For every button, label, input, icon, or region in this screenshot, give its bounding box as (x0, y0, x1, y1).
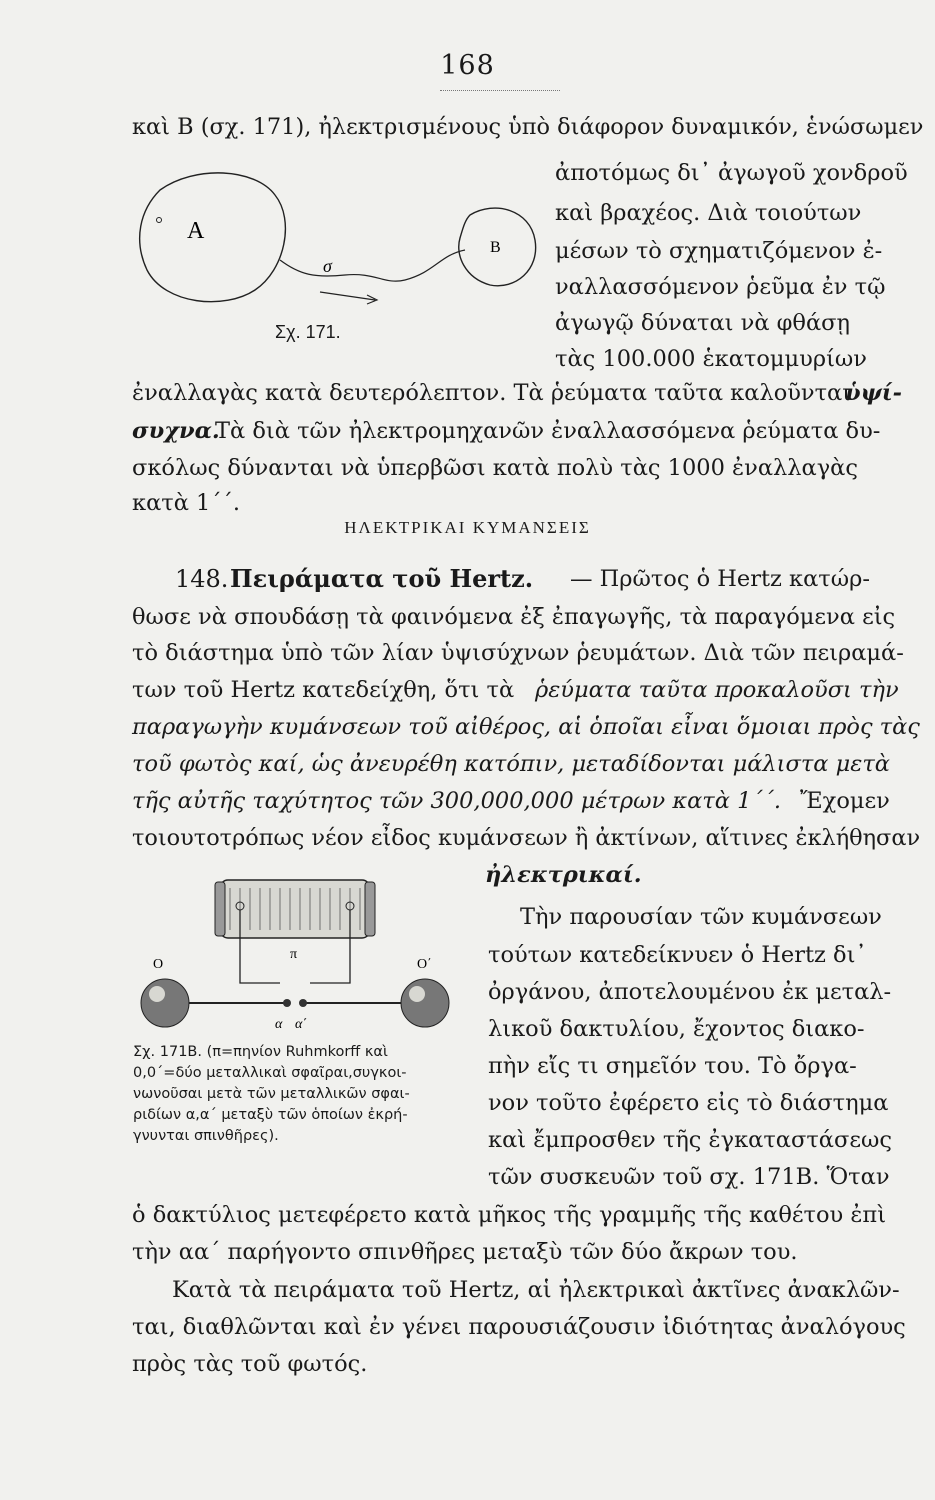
text-line: κατὰ 1΄΄. (132, 490, 241, 516)
sphere-o-prime (401, 979, 449, 1027)
coil-end-left (215, 882, 225, 936)
text-line: ὀργάνου, ἀποτελουμένου ἐκ μεταλ- (488, 979, 892, 1005)
text-line: ναλλασσόμενον ῥεῦμα ἐν τῷ (555, 274, 886, 300)
text-line: πρὸς τὰς τοῦ φωτός. (132, 1351, 368, 1377)
text-line-italic: παραγωγὴν κυμάνσεων τοῦ αἰθέρος, αἱ ὁποῖαι εἶναι ὅμοιαι πρὸς τὰς (132, 714, 920, 740)
figure-171b-caption-line: γνυνται σπινθῆρες). (133, 1128, 279, 1144)
sphere-o (141, 979, 189, 1027)
text-line: — Πρῶτος ὁ Hertz κατώρ- (570, 566, 870, 592)
text-line: ὁ δακτύλιος μετεφέρετο κατὰ μῆκος τῆς γραμμῆς τῆς καθέτου ἐπὶ (132, 1202, 887, 1228)
text-line: Ἔχομεν (800, 788, 890, 814)
section-number: 148. (175, 565, 229, 593)
text-line: θωσε νὰ σπουδάσῃ τὰ φαινόμενα ἐξ ἐπαγωγῆς, τὰ παραγόμενα εἰς (132, 604, 896, 630)
text-line: τὸ διάστημα ὑπὸ τῶν λίαν ὑψισύχνων ῥευμάτων. Διὰ τῶν πειραμά- (132, 640, 904, 666)
text-line-italic: συχνα. (132, 418, 220, 444)
figure-171-caption: Σχ. 171. (275, 322, 341, 342)
text-line: τούτων κατεδείκνυεν ὁ Hertz δι᾽ (488, 942, 867, 968)
figure-171b (135, 868, 465, 1048)
figure-171 (135, 160, 555, 330)
figure-171b-caption-line: νωνοῦσαι μετὰ τῶν μεταλλικῶν σφαι- (133, 1086, 410, 1102)
text-line: τοιουτοτρόπως νέον εἶδος κυμάνσεων ἢ ἀκτίνων, αἵτινες ἐκλήθησαν (132, 825, 921, 851)
text-line-italic: ῥεύματα ταῦτα προκαλοῦσι τὴν (535, 677, 899, 703)
text-line: ἐναλλαγὰς κατὰ δευτερόλεπτον. Τὰ ῥεύματα ταῦτα καλοῦνται (132, 380, 852, 406)
ball-alpha-prime (299, 999, 307, 1007)
text-line: τὰς 100.000 ἑκατομμυρίων (555, 346, 867, 372)
coil-end-right (365, 882, 375, 936)
sphere-o-prime-highlight (409, 986, 425, 1002)
text-line: νον τοῦτο ἐφέρετο εἰς τὸ διάστημα (488, 1090, 889, 1116)
text-line: σκόλως δύνανται νὰ ὑπερβῶσι κατὰ πολὺ τὰς 1000 ἐναλλαγὰς (132, 455, 858, 481)
text-line-italic: ὑψί- (845, 380, 903, 406)
section-title: Πειράματα τοῦ Hertz. (230, 564, 534, 593)
text-line: ται, διαθλῶνται καὶ ἐν γένει παρουσιάζουσιν ἰδιότητας ἀναλόγους (132, 1314, 906, 1340)
page-number: 168 (440, 50, 495, 81)
page-number-rule (440, 90, 560, 91)
sphere-o-highlight (149, 986, 165, 1002)
text-line: μέσων τὸ σχηματιζόμενον ἐ- (555, 238, 883, 264)
text-line-italic: ἠλεκτρικαί. (485, 862, 642, 888)
label-a: A (187, 218, 205, 244)
figure-171b-caption-line: ριδίων α,α΄ μεταξὺ τῶν ὁποίων ἐκρή- (133, 1107, 408, 1123)
text-line: Τὴν παρουσίαν τῶν κυμάνσεων (520, 904, 882, 930)
current-arrow (320, 292, 375, 300)
text-line: καὶ ἔμπροσθεν τῆς ἐγκαταστάσεως (488, 1127, 892, 1153)
ball-alpha (283, 999, 291, 1007)
label-o-prime: O΄ (417, 957, 432, 972)
text-line: τῶν συσκευῶν τοῦ σχ. 171Β. Ὅταν (488, 1164, 890, 1190)
text-line: λικοῦ δακτυλίου, ἔχοντος διακο- (488, 1016, 865, 1042)
text-line: των τοῦ Hertz κατεδείχθη, ὅτι τὰ (132, 677, 515, 703)
label-o: O (153, 957, 164, 972)
label-pi: π (290, 947, 298, 962)
label-alpha-prime: α΄ (295, 1017, 308, 1032)
label-sigma: σ (323, 256, 332, 276)
figure-171b-caption-line: 0,0΄=δύο μεταλλικαὶ σφαῖραι,συγκοι- (133, 1065, 407, 1081)
text-line: καὶ Β (σχ. 171), ἠλεκτρισμένους ὑπὸ διάφορον δυναμικόν, ἑνώσωμεν (132, 114, 924, 140)
text-line: καὶ βραχέος. Διὰ τοιούτων (555, 200, 862, 226)
wire-path (280, 250, 465, 281)
figure-171b-caption-line: Σχ. 171Β. (π=πηνίον Ruhmkorff καὶ (133, 1044, 388, 1060)
text-line: ἀποτόμως δι᾽ ἀγωγοῦ χονδροῦ (555, 160, 908, 186)
text-line: τὴν αα΄ παρήγοντο σπινθῆρες μεταξὺ τῶν δύο ἄκρων του. (132, 1239, 798, 1265)
text-line: Κατὰ τὰ πειράματα τοῦ Hertz, αἱ ἠλεκτρικαὶ ἀκτῖνες ἀνακλῶν- (172, 1277, 900, 1303)
text-line: πὴν εἴς τι σημεῖόν του. Τὸ ὄργα- (488, 1053, 857, 1079)
text-line: ἀγωγῷ δύναται νὰ φθάσῃ (555, 310, 851, 336)
text-line: Τὰ διὰ τῶν ἠλεκτρομηχανῶν ἐναλλασσόμενα ῥεύματα δυ- (215, 418, 881, 444)
text-line-italic: τῆς αὐτῆς ταχύτητος τῶν 300,000,000 μέτρων κατὰ 1΄΄. (132, 788, 782, 814)
conductor-a-shape (140, 173, 286, 302)
text-line-italic: τοῦ φωτὸς καί, ὡς ἀνευρέθη κατόπιν, μεταδίδονται μάλιστα μετὰ (132, 751, 890, 777)
label-b: B (490, 239, 501, 256)
label-alpha: α (275, 1017, 283, 1032)
section-heading: ΗΛΕΚΤΡΙΚΑΙ ΚΥΜΑΝΣΕΙΣ (344, 518, 591, 537)
point-marker (157, 218, 162, 223)
